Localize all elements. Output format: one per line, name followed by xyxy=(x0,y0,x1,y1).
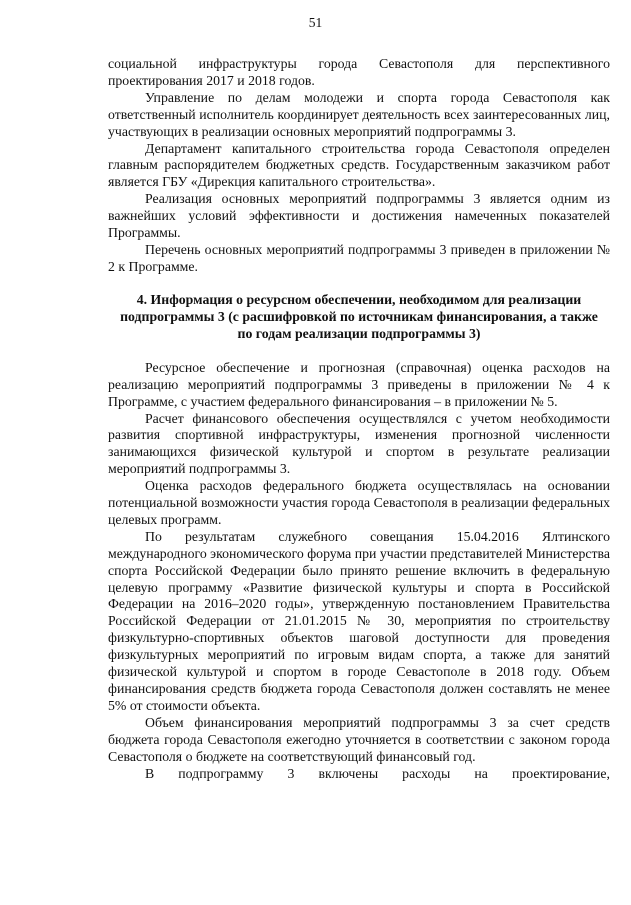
paragraph: Управление по делам молодежи и спорта города Севастополя как ответственный исполнитель координирует деятельность всех заинтересованных лиц, участвующих в реализации основных мероприятий подпрограммы 3. xyxy=(108,89,610,139)
paragraph: Перечень основных мероприятий подпрограммы 3 приведен в приложении № 2 к Программе. xyxy=(108,241,610,274)
paragraph: Ресурсное обеспечение и прогнозная (справочная) оценка расходов на реализацию мероприятий подпрограммы 3 приведены в приложении № 4 к Программе, с участием федерального финансирования – в приложении № 5. xyxy=(108,359,610,409)
paragraph: социальной инфраструктуры города Севастополя для перспективного проектирования 2017 и 2018 годов. xyxy=(108,56,610,88)
page-number: 51 xyxy=(308,15,323,30)
paragraph: Оценка расходов федерального бюджета осуществлялась на основании потенциальной возможности участия города Севастополя в реализации федеральных целевых программ. xyxy=(108,478,610,527)
paragraph: В подпрограмму 3 включены расходы на проектирование, xyxy=(145,765,610,781)
paragraph: Расчет финансового обеспечения осуществлялся с учетом необходимости развития спортивной инфраструктуры, изменения прогнозной численности занимающихся физической культурой и спортом в результате реализации мероприятий подпрограммы 3. xyxy=(108,410,610,477)
paragraph: Объем финансирования мероприятий подпрограммы 3 за счет средств бюджета города Севастополя ежегодно уточняется в соответствии с законом города Севастополя о бюджете на соответствующий финансовый год. xyxy=(108,714,610,764)
paragraph: Реализация основных мероприятий подпрограммы 3 является одним из важнейших условий эффективности и достижения намеченных показателей Программы. xyxy=(108,191,610,241)
paragraph: По результатам служебного совещания 15.04.2016 Ялтинского международного экономического форума при участии представителей Министерства спорта Российской Федерации было принято решение включить в федеральную целевую программу «Развитие физической культуры и спорта в Российской Федерации на 2016–2020 годы», утвержденную постановлением Правительства Российской Федерации от 21.01.2015 № 30, мероприятия по строительству физкультурно-спортивных объектов шаговой доступности для проведения физкультурных мероприятий по игровым видам спорта, а также для занятий физической культурой и спортом в городе Севастополе в 2018 году. Объем финансирования средств бюджета города Севастополя должен составлять не менее 5% от стоимости объекта. xyxy=(108,528,610,713)
document-body xyxy=(108,56,610,782)
paragraph: Департамент капитального строительства города Севастополя определен главным распорядителем бюджетных средств. Государственным заказчиком работ является ГБУ «Дирекция капитального строительства». xyxy=(108,140,610,190)
section-heading: 4. Информация о ресурсном обеспечении, необходимом для реализации подпрограммы 3 (с расшифровкой по источникам финансирования, а также по годам реализации подпрограммы 3) xyxy=(120,291,598,341)
